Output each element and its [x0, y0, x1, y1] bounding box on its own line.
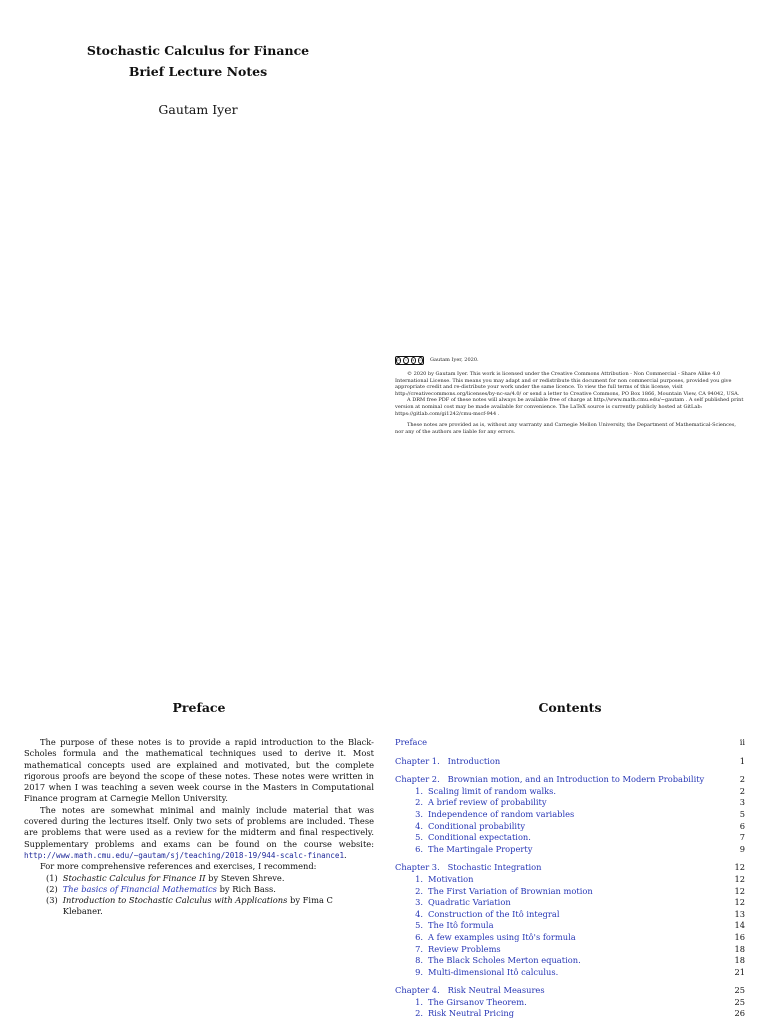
toc-section-entry[interactable]: [395, 997, 745, 1009]
toc-section-number: 1.: [415, 873, 423, 884]
toc-section-title: [405, 809, 574, 821]
toc-section-label: Multi-dimensional Itô calculus.: [428, 966, 559, 977]
toc-chapter-entry[interactable]: [395, 985, 745, 997]
toc-section-label: Risk Neutral Pricing: [428, 1008, 515, 1019]
table-of-contents: [395, 737, 745, 1020]
toc-chapter-label: Chapter 4. Risk Neutral Measures: [395, 985, 545, 996]
toc-section-label: A brief review of probability: [428, 797, 547, 808]
contents-heading: Contents: [538, 700, 602, 715]
toc-section-page: 16: [734, 931, 745, 942]
toc-section-label: The Girsanov Theorem.: [428, 996, 527, 1007]
toc-section-title: [405, 786, 556, 798]
reference-title[interactable]: The basics of Financial Mathematics: [62, 883, 217, 894]
preface-paragraph-2-text: The notes are somewhat minimal and mainly include material that was covered during the lectures itself. Only two sets of problems are included. These are problems that were used as a review for the midterm and final respectively. Supplementary problems and exams can be found on the course website:: [24, 804, 374, 849]
toc-section-entry[interactable]: [395, 932, 745, 944]
toc-section-entry[interactable]: [395, 1008, 745, 1020]
toc-section-label: The Itô formula: [428, 920, 494, 931]
preface-page: [24, 700, 374, 918]
toc-section-title: [405, 897, 511, 909]
toc-section-page: 5: [739, 808, 745, 819]
toc-section-title: [405, 967, 558, 979]
toc-section-title: [405, 997, 527, 1009]
reference-body: [63, 884, 276, 895]
cc-text: Gautam Iyer, 2020.: [430, 357, 479, 364]
reference-number: (2): [46, 883, 58, 894]
toc-section-label: A few examples using Itô's formula: [428, 931, 576, 942]
toc-section-entry[interactable]: [395, 832, 745, 844]
title-line-2: Brief Lecture Notes: [128, 64, 268, 79]
toc-section-number: 2.: [415, 1008, 423, 1019]
toc-section-entry[interactable]: [395, 909, 745, 921]
toc-section-number: 7.: [415, 943, 423, 954]
toc-section-number: 6.: [415, 843, 423, 854]
author-name: Gautam Iyer: [158, 102, 238, 117]
toc-section-title: [405, 844, 532, 856]
toc-section-label: Independence of random variables: [428, 808, 575, 819]
toc-chapter-entry[interactable]: [395, 862, 745, 874]
reference-item: [46, 873, 374, 884]
toc-section-entry[interactable]: [395, 955, 745, 967]
preface-paragraph-1: The purpose of these notes is to provide a rapid introduction to the Black-Scholes formula and the mathematical techniques used to derive it. Most mathematical concepts used are explained and motivated, but the complete rigorous proofs are beyond the scope of these notes. These notes were written in 2017 when I was teaching a seven week course in the Masters in Computational Finance program at Carnegie Mellon University.: [24, 737, 374, 804]
reference-title: Introduction to Stochastic Calculus with Applications: [62, 895, 288, 906]
preface-heading: Preface: [172, 700, 226, 715]
toc-section-title: [405, 920, 494, 932]
title-line-1: Stochastic Calculus for Finance: [86, 43, 310, 58]
reference-author: by Steven Shreve.: [205, 872, 285, 883]
reference-number: (1): [46, 872, 58, 883]
reference-body: [63, 873, 285, 884]
copyright-paragraph-2: A DRM free PDF of these notes will always be available free of charge at http://www.math.cmu.edu/~gautam . A self published print version at nominal cost may be made available for convenience. The LaTeX source is currently publicly hosted at GitLab: https://gitlab.com/gi1242/cmu-mscf-944 .: [395, 397, 744, 417]
toc-section-page: 14: [734, 920, 745, 931]
preface-paragraph-3: For more comprehensive references and exercises, I recommend:: [40, 861, 317, 872]
toc-section-page: 25: [734, 996, 745, 1007]
toc-chapter-label: Chapter 3. Stochastic Integration: [395, 862, 542, 873]
toc-section-number: 2.: [415, 885, 423, 896]
toc-section-number: 2.: [415, 797, 423, 808]
toc-entry-page: ii: [739, 737, 745, 747]
toc-section-page: 12: [734, 897, 745, 908]
toc-section-entry[interactable]: [395, 797, 745, 809]
toc-section-label: Scaling limit of random walks.: [428, 785, 557, 796]
toc-section-title: [405, 909, 560, 921]
toc-chapter-page: 12: [734, 862, 745, 873]
toc-section-entry[interactable]: [395, 920, 745, 932]
toc-section-label: Conditional expectation.: [428, 832, 531, 843]
reference-list: [46, 873, 374, 918]
toc-section-number: 5.: [415, 920, 423, 931]
toc-section-entry[interactable]: [395, 897, 745, 909]
toc-section-title: [405, 832, 531, 844]
toc-section-page: 18: [734, 943, 745, 954]
toc-section-title: [405, 944, 501, 956]
toc-section-number: 6.: [415, 931, 423, 942]
toc-section-number: 8.: [415, 955, 423, 966]
toc-chapter-entry[interactable]: [395, 756, 745, 768]
toc-section-title: [405, 1008, 514, 1020]
toc-chapter-page: 25: [734, 985, 745, 996]
toc-section-entry[interactable]: [395, 874, 745, 886]
toc-section-number: 3.: [415, 808, 423, 819]
toc-chapter-page: 1: [739, 755, 745, 766]
toc-section-title: [405, 955, 581, 967]
toc-section-label: Conditional probability: [428, 820, 526, 831]
toc-section-title: [405, 874, 473, 886]
toc-section-page: 2: [739, 785, 745, 796]
toc-section-title: [405, 821, 525, 833]
cc-license-row: [395, 356, 745, 365]
reference-body: [63, 895, 374, 918]
contents-page: [395, 700, 745, 1020]
title-page: [40, 40, 356, 117]
toc-section-page: 7: [739, 832, 745, 843]
toc-section-number: 1.: [415, 785, 423, 796]
toc-section-number: 1.: [415, 996, 423, 1007]
toc-section-page: 12: [734, 885, 745, 896]
toc-section-entry[interactable]: [395, 786, 745, 798]
toc-section-page: 26: [734, 1008, 745, 1019]
toc-section-page: 21: [734, 966, 745, 977]
toc-section-entry[interactable]: [395, 821, 745, 833]
toc-chapter-entry[interactable]: [395, 774, 745, 786]
reference-item: [46, 895, 374, 918]
reference-number: (3): [46, 895, 58, 906]
course-website-link[interactable]: http://www.math.cmu.edu/~gautam/sj/teaching/2018-19/944-scalc-finance1: [24, 850, 345, 860]
toc-section-entry[interactable]: [395, 809, 745, 821]
toc-entry-preface[interactable]: [395, 737, 745, 749]
cc-by-nc-sa-icon: cc i $ o: [395, 356, 424, 365]
toc-section-label: Review Problems: [428, 943, 501, 954]
toc-chapter-label: Chapter 2. Brownian motion, and an Introduction to Modern Probability: [395, 774, 705, 785]
toc-section-entry[interactable]: [395, 944, 745, 956]
reference-author: by Rich Bass.: [216, 883, 276, 894]
toc-chapter-page: 2: [739, 774, 745, 785]
toc-section-entry[interactable]: [395, 886, 745, 898]
preface-paragraph-2: The notes are somewhat minimal and mainly include material that was covered during the lectures itself. Only two sets of problems are included. These are problems that were used as a review for the midterm and final respectively. Supplementary problems and exams can be found on the course website: http://www.math.cmu.edu/~gautam/sj/teaching/2018-19/944-scalc-finance1.: [24, 804, 374, 860]
toc-entry-label: Preface: [395, 737, 428, 747]
toc-section-number: 4.: [415, 820, 423, 831]
toc-section-page: 6: [739, 820, 745, 831]
copyright-paragraph-3: These notes are provided as is, without any warranty and Carnegie Mellon University, the Department of Mathematical-Sciences, nor any of the authors are liable for any errors.: [395, 422, 737, 435]
toc-section-entry[interactable]: [395, 844, 745, 856]
toc-section-number: 3.: [415, 897, 423, 908]
toc-section-title: [405, 932, 576, 944]
toc-section-number: 9.: [415, 966, 423, 977]
toc-section-label: The First Variation of Brownian motion: [428, 885, 593, 896]
toc-section-label: The Black Scholes Merton equation.: [428, 955, 581, 966]
toc-chapter-label: Chapter 1. Introduction: [395, 755, 501, 766]
toc-section-page: 3: [739, 797, 745, 808]
toc-section-page: 12: [734, 873, 745, 884]
toc-section-page: 18: [734, 955, 745, 966]
copyright-notice: [395, 356, 745, 435]
toc-section-label: Construction of the Itô integral: [428, 908, 560, 919]
toc-section-label: Motivation: [428, 873, 474, 884]
toc-section-title: [405, 797, 547, 809]
toc-section-page: 9: [739, 843, 745, 854]
toc-section-page: 13: [734, 908, 745, 919]
toc-section-entry[interactable]: [395, 967, 745, 979]
toc-section-label: Quadratic Variation: [428, 897, 511, 908]
toc-section-number: 5.: [415, 832, 423, 843]
reference-item: [46, 884, 374, 895]
toc-section-label: The Martingale Property: [428, 843, 533, 854]
toc-section-title: [405, 886, 593, 898]
reference-author: by Fima C Klebaner.: [62, 895, 333, 917]
copyright-paragraph-1: © 2020 by Gautam Iyer. This work is licensed under the Creative Commons Attribution - Non Commercial - Share Alike 4.0 International License. This means you may adapt and or redistribute this document for non commercial purposes, provided you give appropriate credit and re-distribute your work under the same licence. To view the full terms of this license, visit http://creativecommons.org/licenses/by-nc-sa/4.0/ or send a letter to Creative Commons, PO Box 1866, Mountain View, CA 94042, USA.: [395, 371, 740, 397]
reference-title: Stochastic Calculus for Finance II: [62, 872, 206, 883]
toc-section-number: 4.: [415, 908, 423, 919]
